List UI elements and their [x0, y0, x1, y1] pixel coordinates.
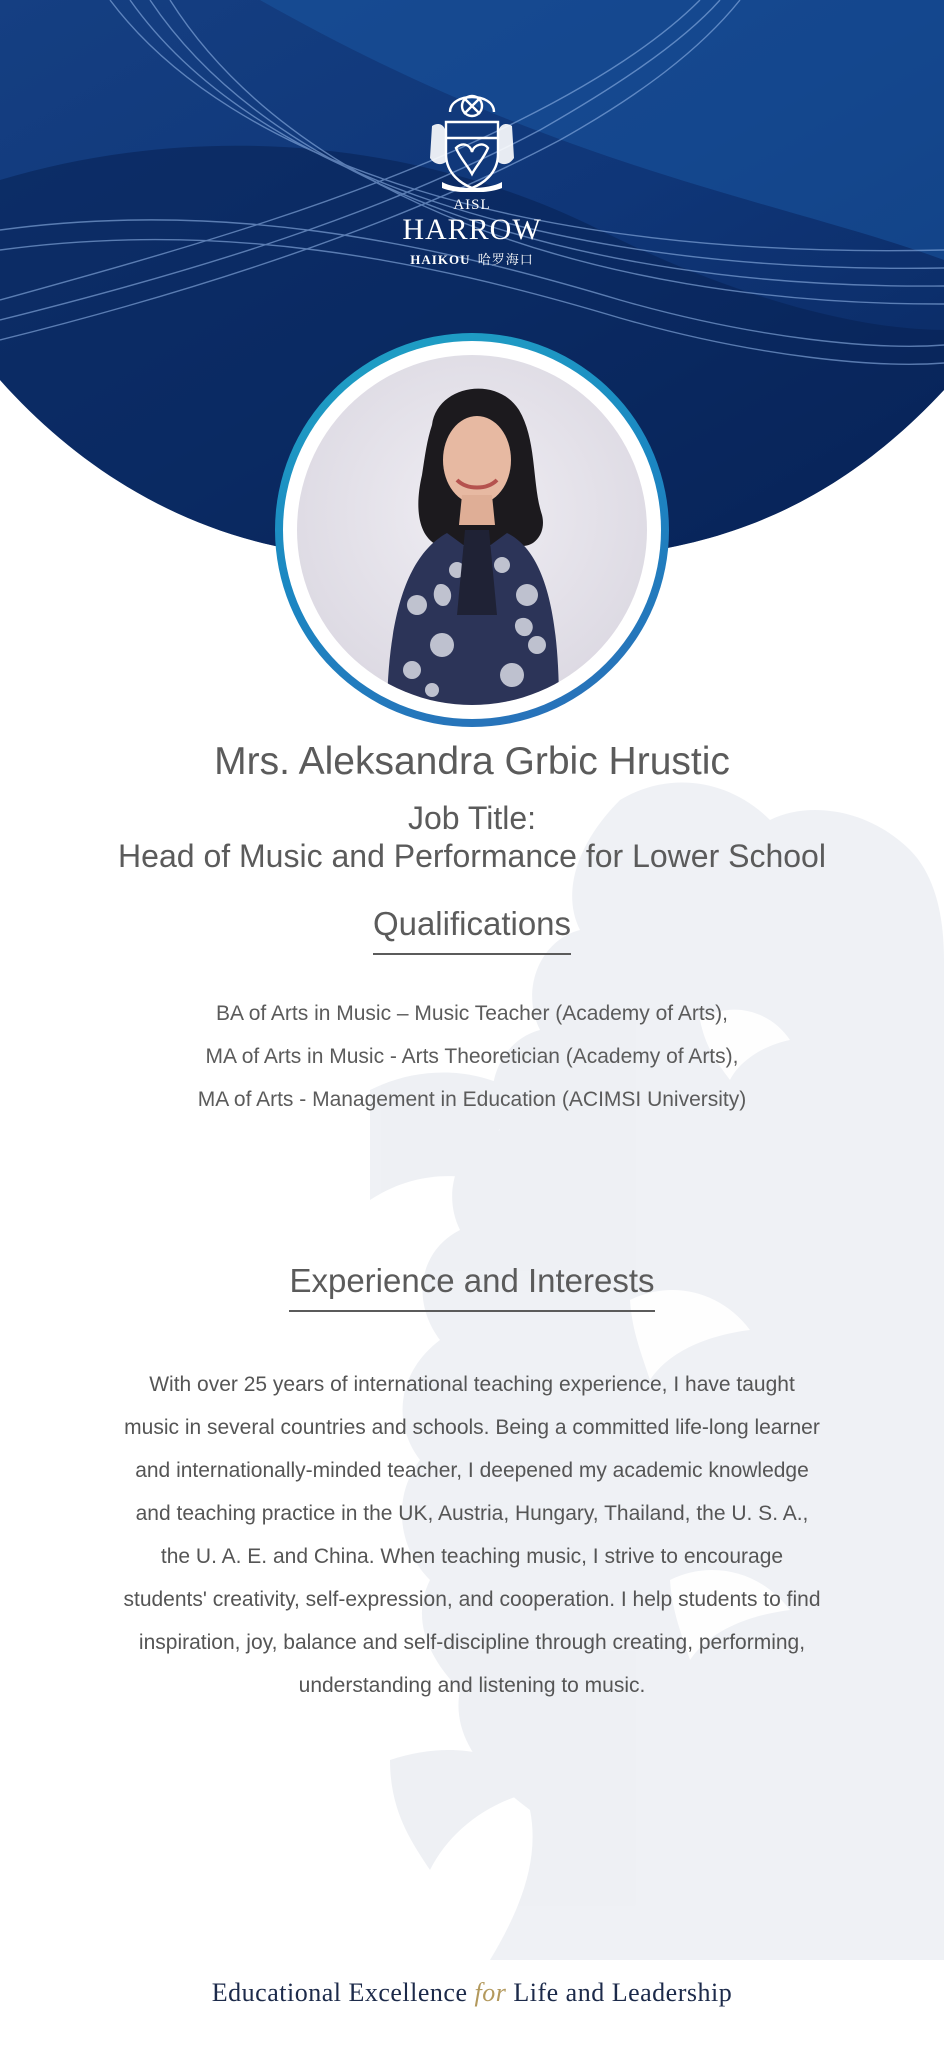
qualification-item: MA of Arts in Music - Arts Theoretician (Academy of Arts), [205, 1045, 739, 1068]
tagline-part-1: Educational Excellence [211, 1978, 468, 2007]
tagline-part-3: Life and Leadership [513, 1978, 733, 2007]
qualifications-list [0, 997, 944, 1126]
logo-haikou-text [0, 252, 944, 268]
school-logo [0, 82, 944, 268]
teacher-name: Mrs. Aleksandra Grbic Hrustic [214, 740, 730, 783]
logo-harrow-text: HARROW [402, 213, 542, 246]
experience-paragraph: With over 25 years of international teaching experience, I have taught music in several countries and schools. Being a committed life-long learner and internationally-minded teacher, I deepened my academic knowledge and teaching practice in the UK, Austria, Hungary, Thailand, the U. S. A., the U. A. E. and China. When teaching music, I strive to encourage students' creativity, self-expression, and cooperation. I help students to find inspiration, joy, balance and self-discipline through creating, performing, understanding and listening to music. [123, 1373, 821, 1697]
tagline-part-2: for [474, 1978, 507, 2007]
experience-heading [0, 1262, 944, 1312]
job-title-label: Job Title: [407, 800, 537, 836]
portrait-inner-ring [283, 341, 661, 719]
experience-heading-text: Experience and Interests [289, 1262, 654, 1312]
profile-photo [297, 355, 647, 705]
logo-haikou-en: HAIKOU [410, 252, 471, 267]
footer-tagline [0, 1978, 944, 2008]
harrow-crest-icon [426, 82, 518, 192]
logo-haikou-cn: 哈罗海口 [477, 252, 534, 267]
logo-aisl-text: AISL [453, 197, 491, 213]
qualification-item: MA of Arts - Management in Education (ACIMSI University) [197, 1088, 747, 1111]
person-silhouette-icon [297, 355, 647, 705]
qualification-item: BA of Arts in Music – Music Teacher (Academy of Arts), [216, 1002, 728, 1025]
portrait-frame [275, 333, 669, 727]
qualifications-heading-text: Qualifications [373, 905, 571, 955]
job-title-value: Head of Music and Performance for Lower School [118, 838, 826, 874]
qualifications-heading [0, 905, 944, 955]
